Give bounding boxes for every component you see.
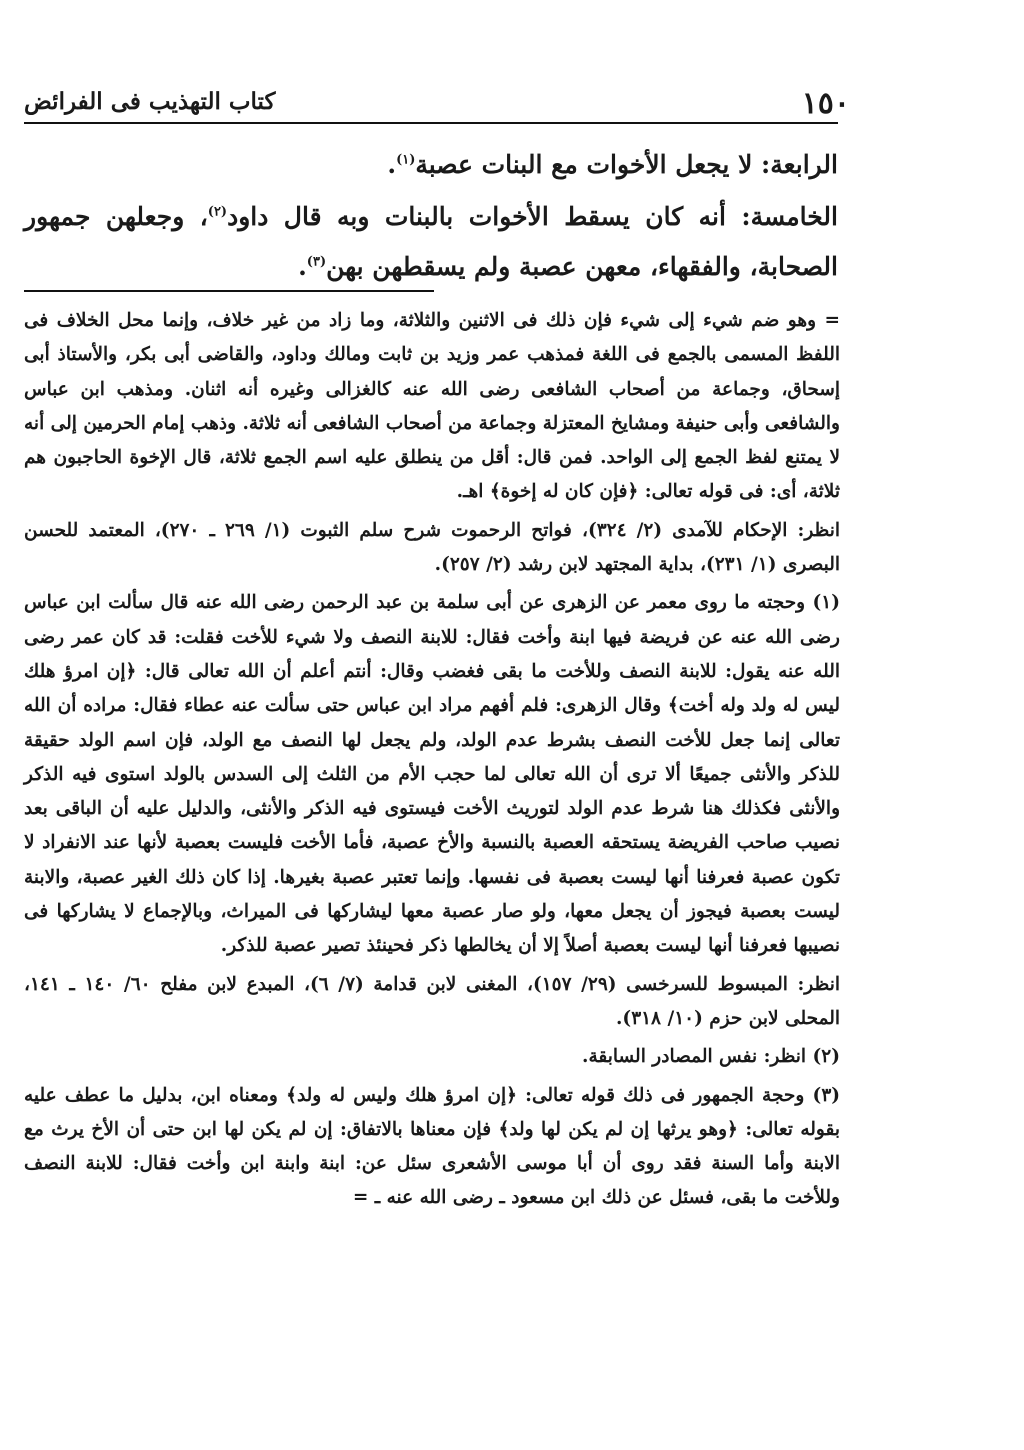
book-title: كتاب التهذيب فى الفرائض	[24, 88, 276, 115]
footnote-ref-2[interactable]: (٢)	[207, 204, 228, 220]
footnote-1-refs: انظر: المبسوط للسرخسى (٢٩/ ١٥٧)، المغنى لابن قدامة (٧/ ٦)، المبدع لابن مفلح ٦٠/ ١٤٠ ـ ١٤١، المحلى لابن حزم (١٠/ ٣١٨).	[24, 973, 840, 1029]
fourth-paragraph: الرابعة: لا يجعل الأخوات مع البنات عصبة$^{(١)}$.	[387, 150, 838, 179]
footnote-separator	[24, 290, 434, 292]
fifth-text-b: ، وجعلهن جمهور الصحابة، والفقهاء، معهن عصبة ولم يسقطهن بهن	[24, 202, 838, 281]
page-number: ١٥٠	[801, 86, 850, 121]
main-text	[24, 140, 838, 292]
fifth-label: الخامسة:	[741, 202, 838, 231]
footnote-ref-1[interactable]: (١)	[396, 152, 416, 168]
footnote-ref-3[interactable]: (٣)	[306, 254, 327, 270]
footnote-3-number: (٣)	[812, 1084, 841, 1106]
footnote-1-text: وحجته ما روى معمر عن الزهرى عن أبى سلمة بن عبد الرحمن رضى الله عنه قال سألت ابن عباس رضى الله عنه عن فريضة فيها ابنة وأخت فقال: للابنة النصف ولا شيء للأخت فقلت: قد كان عمر رضى الله عنه يقول: للابنة النصف وللأخت ما بقى فغضب وقال: أنتم أعلم أن الله تعالى قال: ﴿إن امرؤ هلك ليس له ولد وله أخت﴾ وقال الزهرى: فلم أفهم مراد ابن عباس حتى سألت عنه عطاء فقال: مراده أن الله تعالى إنما جعل للأخت النصف بشرط عدم الولد، ولم يجعل لها النصف مع الولد، فإن اسم الولد حقيقة للذكر والأنثى جميعًا ألا ترى أن الله تعالى لما حجب الأم من الثلث إلى السدس بالولد استوى فيه الذكر والأنثى فكذلك هنا شرط عدم الولد لتوريث الأخت فيستوى فيه الذكر والأنثى، والدليل عليه أن الباقى بعد نصيب صاحب الفريضة يستحقه العصبة بالنسبة والأخ عصبة، فأما الأخت فليست بعصبة لأنها عند الانفراد لا تكون عصبة فعرفنا أنها ليست بعصبة فى نفسها. وإنما تعتبر عصبة بغيرها. إذا كان ذلك الغير عصبة، والابنة ليست بعصبة فيجوز أن يجعل معها، ولو صار عصبة معها ليشاركها فى الميراث، وبالإجماع لا يشاركها فى نصيبها فعرفنا أنها ليست بعصبة أصلاً إلا أن يخالطها ذكر فحينئذ تصير عصبة للذكر.	[24, 592, 840, 957]
footnote-2-number: (٢)	[812, 1046, 840, 1068]
footnotes	[24, 304, 840, 1216]
footnote-2	[24, 1040, 840, 1074]
footnote-continuation-refs: انظر: الإحكام للآمدى (٢/ ٣٢٤)، فواتح الرحموت شرح سلم الثبوت (١/ ٢٦٩ ـ ٢٧٠)، المعتمد للحسن البصرى (١/ ٢٣١)، بداية المجتهد لابن رشد (٢/ ٢٥٧).	[24, 519, 841, 576]
fourth-text: لا يجعل الأخوات مع البنات عصبة	[415, 150, 753, 179]
fifth-paragraph: الخامسة: أنه كان يسقط الأخوات بالبنات وبه قال داود$^{(٢)}$، وجعلهن جمهور الصحابة، والفقهاء، معهن عصبة ولم يسقطهن بهن$^{(٣)}$.	[24, 202, 838, 281]
footnote-2-text: انظر: نفس المصادر السابقة.	[582, 1046, 807, 1068]
footnote-1-number: (١)	[812, 592, 840, 614]
fifth-text-a: أنه كان يسقط الأخوات بالبنات وبه قال داود	[227, 202, 726, 231]
footnote-3	[24, 1079, 840, 1216]
footnote-3-text: وحجة الجمهور فى ذلك قوله تعالى: ﴿إن امرؤ هلك وليس له ولد﴾ ومعناه ابن، بدليل ما عطف عليه بقوله تعالى: ﴿وهو يرثها إن لم يكن لها ولد﴾ فإن معناها بالاتفاق: إن لم يكن لها ابن حتى أن الأخ يرث مع الابنة وأما السنة فقد روى أن أبا موسى الأشعرى سئل عن: ابنة وابنة ابن وأخت فقال: للابنة النصف وللأخت ما بقى، فسئل عن ذلك ابن مسعود ـ رضى الله عنه ـ =	[24, 1084, 840, 1209]
fourth-label: الرابعة:	[761, 150, 838, 179]
footnote-continuation: = وهو ضم شيء إلى شيء فإن ذلك فى الاثنين والثلاثة، وما زاد من غير خلاف، وإنما محل الخلاف فى اللفظ المسمى بالجمع فى اللغة فمذهب عمر وزيد بن ثابت ومالك وداود، والقاضى أبى بكر، والأستاذ أبى إسحاق، وجماعة من أصحاب الشافعى رضى الله عنه كالغزالى وغيره أنه اثنان. ومذهب ابن عباس والشافعى وأبى حنيفة ومشايخ المعتزلة وجماعة من أصحاب الشافعى أنه ثلاثة. وذهب إمام الحرمين إلى أنه لا يمتنع لفظ الجمع إلى الواحد. فمن قال: أقل من ينطلق عليه اسم الجمع ثلاثة، قال الإخوة الحاجبون هم ثلاثة، أى: فى قوله تعالى: ﴿فإن كان له إخوة﴾ اهـ.	[24, 310, 840, 503]
footnote-1	[24, 586, 840, 963]
